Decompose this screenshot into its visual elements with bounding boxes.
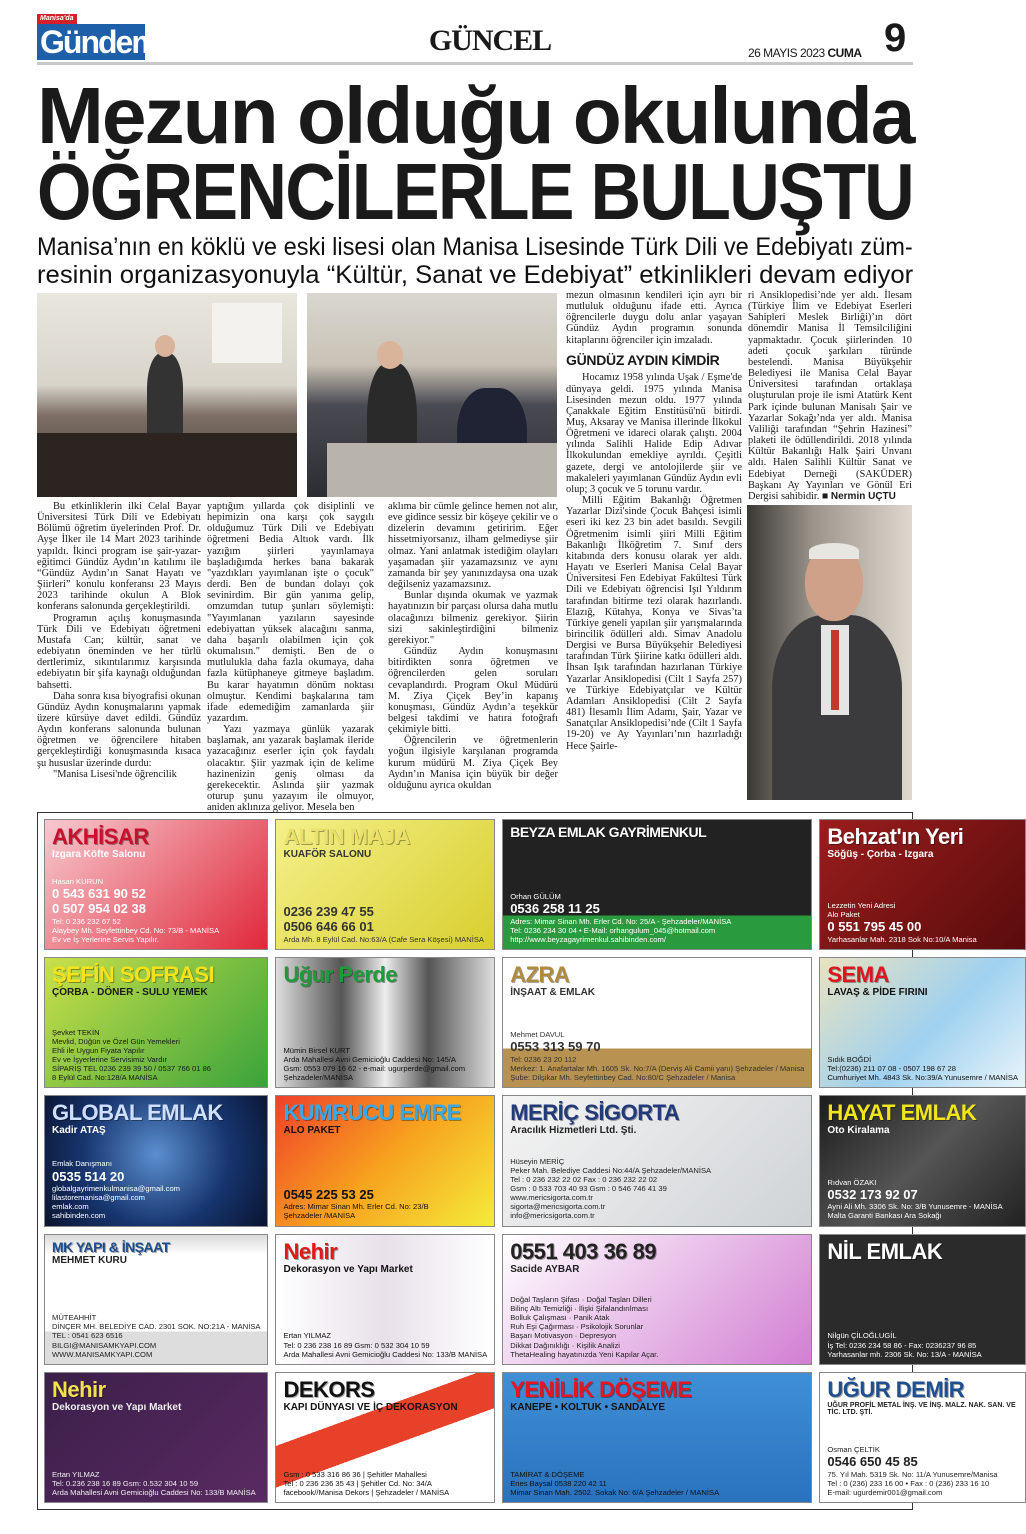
ad-title: DEKORS — [283, 1376, 375, 1402]
ad-line: 8 Eylül Cad. No:128/A MANİSA — [52, 1073, 158, 1083]
ad-title: GLOBAL EMLAK — [52, 1100, 223, 1126]
article-paragraph: Programın açılış konuşmasında Türk Dili ve Edebiyatı öğretmeni Mustafa Can; kültür, sanat ve edebiyatın öneminden ve her türlü dertlerimiz, sıkıntılarımız karşısında edebiyatın bir şifa kaynağı olduğundan bahsetti. — [37, 612, 201, 691]
advertisement-card — [44, 819, 268, 950]
advertisement-card — [502, 1234, 812, 1365]
ad-line: Sıdık BOĞDİ — [827, 1055, 872, 1065]
article-column-2 — [207, 501, 374, 814]
ad-line: Bilinç Altı Temizliği · İlişki Şifalandırılması — [510, 1304, 649, 1314]
ad-title: Nehir — [52, 1376, 106, 1402]
advertisement-card — [44, 1372, 268, 1503]
ad-line: Ehli ile Uygun Fiyata Yapılır — [52, 1045, 145, 1055]
advertisement-card — [44, 1234, 268, 1365]
ad-line: Nilgün ÇİLOĞLUGİL — [827, 1331, 897, 1341]
ad-line: Tel: 0 236 238 16 89 Gsm: 0 532 304 10 59 — [283, 1340, 430, 1350]
ad-subtitle: Dekorasyon ve Yapı Market — [283, 1263, 413, 1275]
ad-title: HAYAT EMLAK — [827, 1100, 977, 1126]
ad-title: ŞEFİN SOFRASI — [52, 962, 215, 988]
ad-subtitle: KUAFÖR SALONU — [283, 849, 372, 861]
ad-line: Arda Mahallesi Avni Gemicioğlu Caddesi No: 133/B MANİSA — [283, 1349, 488, 1359]
ad-line: MÜTEAHHİT — [52, 1313, 97, 1323]
ad-line: www.mericsigorta.com.tr — [510, 1193, 593, 1203]
ad-line: Mümin Birsel KURT — [283, 1045, 350, 1055]
ad-line: 0536 258 11 25 — [510, 901, 600, 917]
ad-line: info@mericsigorta.com.tr — [510, 1211, 595, 1221]
issue-date — [748, 46, 862, 60]
ad-line: Lezzetin Yeni Adresi — [827, 901, 896, 911]
ad-subtitle: Izgara Köfte Salonu — [52, 849, 146, 861]
ad-line: Doğal Taşların Şifası · Doğal Taşları Dilleri — [510, 1295, 652, 1305]
article-column-4-top — [566, 290, 742, 346]
ad-line: DİNÇER MH. BELEDİYE CAD. 2301 SOK. NO:21A - MANİSA — [52, 1322, 261, 1332]
ad-title: Behzat'ın Yeri — [827, 824, 964, 849]
ad-line: Hüseyin MERİÇ — [510, 1156, 565, 1166]
ad-subtitle: LAVAŞ & PİDE FIRINI — [827, 987, 928, 999]
ad-line: Arda Mahallesi Avni Gemicioğlu Caddesi No: 145/A — [283, 1055, 456, 1065]
advertisement-card — [275, 1234, 495, 1365]
ad-line: Yarhasanlar mh. 2306 Sk. No: 13/A - MANİSA — [827, 1349, 982, 1359]
ad-line: Hasan KURUN — [52, 876, 104, 886]
book-signing-photo — [307, 293, 557, 497]
article-paragraph: Öğrencilerin ve öğretmenlerin yoğun ilgisiyle karşılanan programda kurum müdürü M. Ziya Çiçek Bey Aydın’ın Manisa için büyük bir değer olduğunu ayrıca okuldan — [388, 735, 558, 791]
ad-line: Arda Mahallesi Avni Gemicioğlu Caddesi No: 133/B MANİSA — [52, 1487, 256, 1497]
article-paragraph: Hocamız 1958 yılında Uşak / Eşme'de dünyaya geldi. 1975 yılında Manisa Lisesinden mezun oldu. 1977 yılında Çanakkale Eğitim Enstitüsü'nü bitirdi. Muş, Aksaray ve Manisa illerinde İlkokul Öğretmeni ve idareci olarak çalıştı. 2004 yılında Salihli Halide Edip Adıvar İlkokulundan emekliye ayrıldı. Çeşitli gazete, dergi ve antolojilerde şiir ve makaleleri yayımlanan Gündüz Aydın evli olup; 3 çocuk ve 5 torunu vardır. — [566, 372, 742, 495]
ad-line: Gsm : 0 533 703 40 93 Gsm : 0 546 746 41 39 — [510, 1184, 667, 1194]
ad-line: Tel: 0 236 232 67 52 — [52, 916, 121, 926]
ad-title: UĞUR DEMİR — [827, 1376, 965, 1402]
ad-subtitle: Söğüş - Çorba - Izgara — [827, 849, 934, 861]
logo-title: Gündem — [37, 24, 145, 60]
ad-line: Cumhuriyet Mh. 4843 Sk. No:39/A Yunusemre / MANİSA — [827, 1073, 1019, 1083]
article-paragraph: Yazı yazmaya günlük yazarak başlamak, anı yazarak başlamak ileride yazacağınız eserler için çok faydalı olacaktır. Şiir yazmak için de kelime hazinenizin geniş olması da gerekecektir. Aslında şiir yazmak oturup şunu yazayım ile olmuyor, aniden aklınıza geliyor. Mesela ben — [207, 724, 374, 814]
ad-line: Adres: Mimar Sinan Mh. Erler Cd. No: 25/A - Şehzadeler/MANİSA — [510, 916, 732, 926]
advertisement-card — [44, 957, 268, 1088]
ad-line: sahibinden.com — [52, 1211, 106, 1221]
ad-title: ALTIN MAJA — [283, 824, 411, 849]
article-paragraph: Milli Eğitim Bakanlığı Öğretmen Yazarlar Dizi'sinde Çocuk Bahçesi isimli eseri iki kez 23 bin adet basıldı. Sevgili Öğretmenim isimli şiiri Milli Eğitim Bakanlığı İlköğretim 7. Sınıf ders kitabında ders konusu olarak yer aldı. Hayatı ve Eserleri Manisa Celal Bayar Üniversitesi Fen Edebiyat Fakültesi Türk Dili ve Edebiyatı öğrencisi Işıl Yıldırım tarafından bitirme tezi olarak hazırlandı. Elazığ, Kütahya, Konya ve Sivas’ta Türkiye geneli yapılan şiir yarışmalarında birincilik ödülleri aldı. Simav Anadolu Dergisi ve Bursa Büyükşehir Belediyesi tarafından Türk Şiirine katkı ödülleri aldı. İhsan Işık tarafından hazırlanan Türkiye Yazarlar Ansiklopedisi (Cilt 1 Sayfa 257) ve Türkiye Edebiyatçılar ve Kültür Adamları Ansiklopedisi (Cilt 2 Sayfa 481) İlesamlı İlim Adamı, Şair, Yazar ve Sanatçılar Ansiklopedisi’nde (Cilt 1 Sayfa 19-20) ve Ay Yayınları’nın hazırladığı Hece Şairle- — [566, 495, 742, 752]
advertisement-card — [502, 1372, 812, 1503]
ad-line: Tel: 0236 23 20 112 — [510, 1055, 577, 1065]
article-column-4 — [566, 290, 742, 802]
ad-line: Adres: Mimar Sinan Mh. Erler Cd. No: 23/B — [283, 1202, 429, 1212]
ad-line: BILGI@MANISAMKYAPI.COM — [52, 1340, 157, 1350]
ad-title: SEMA — [827, 962, 889, 988]
advertisement-grid — [37, 812, 1019, 1510]
ad-line: lilastoremanisa@gmail.com — [52, 1193, 145, 1203]
headline-line-2: ÖĞRENCİLERLE BULUŞTU — [37, 147, 913, 236]
article-column-5 — [748, 290, 912, 500]
ad-line: Tel: 0236 234 30 04 • E-Mail: orhangulum_045@hotmail.com — [510, 925, 716, 935]
ad-line: emlak.com — [52, 1202, 89, 1212]
ad-subtitle: ÇORBA - DÖNER - SULU YEMEK — [52, 987, 208, 999]
ad-title: Nehir — [283, 1238, 338, 1264]
ad-line: 0535 514 20 — [52, 1168, 125, 1184]
article-column-3 — [388, 501, 558, 801]
advertisement-card — [275, 957, 495, 1088]
ad-line: Şehzadeler/MANİSA — [283, 1073, 354, 1083]
ad-line: Şube: Dilşikar Mh. Seyfettinbey Cad. No:80/C Şehzadeler / Manisa — [510, 1073, 736, 1083]
ad-line: Ertan YILMAZ — [283, 1331, 332, 1341]
article-paragraph: Daha sonra kısa biyografisi okunan Gündüz Aydın konuşmalarını yapmak üzere kürsüye davet edildi. Gündüz Aydın konferans salonunda bulunan öğretmen ve öğrencilere hitaben gerçekleştirdiği konuşmasında kısaca şu hususlar üzerinde durdu: — [37, 690, 201, 769]
ad-line: Merkez: 1. Anafartalar Mh. 1605 Sk. No:7/A (Derviş Ali Camii yanı) Şehzadeler / Manisa — [510, 1064, 805, 1074]
ad-line: Ev ve İşyerlerine Servisimiz Vardır — [52, 1055, 168, 1065]
ad-subtitle: KANEPE • KOLTUK • SANDALYE — [510, 1401, 665, 1413]
ad-line: http://www.beyzagayrimenkul.sahibinden.com/ — [510, 935, 666, 945]
advertisement-card — [502, 1095, 812, 1226]
ad-line: 75. Yıl Mah. 5319 Sk. No: 11/A Yunusemre/Manisa — [827, 1469, 998, 1479]
ad-line: Mevlid, Düğün ve Özel Gün Yemekleri — [52, 1036, 180, 1046]
ad-line: Tel : 0 236 236 35 43 | Şehitler Cd. No: 34/A — [283, 1478, 432, 1488]
ad-title: MK YAPI & İNŞAAT — [52, 1238, 170, 1255]
ad-subtitle: ALO PAKET — [283, 1125, 341, 1137]
ad-line: Alaybey Mh. Seyfettinbey Cd. No: 73/B - MANİSA — [52, 925, 220, 935]
advertisement-card — [44, 1095, 268, 1226]
ad-title: AKHİSAR — [52, 824, 149, 849]
ad-line: 0 507 954 02 38 — [52, 901, 146, 917]
weekday: CUMA — [827, 46, 862, 60]
ad-title: YENİLİK DÖŞEME — [510, 1376, 692, 1402]
ad-line: Peker Mah. Belediye Caddesi No:44/A Şehzadeler/MANİSA — [510, 1165, 712, 1175]
ad-subtitle: MEHMET KURU — [52, 1255, 127, 1267]
article-paragraph: yaptığım yıllarda çok disiplinli ve hepimizin ona karşı çok saygılı olduğumuz Türk Dili ve Edebiyatı öğretmeni Bedia Altıok vardı. İlk yazığım şiirleri yayınlamaya başladığımda herkes bana bakarak "yazdıkları yayımlanan işte o çocuk" derdi. Ben de bundan dolayı çok sevinirdim. Bir gün yanıma gelip, omzumdan tutup şunları söylemişti: "Yayımlanan yazıların sayesinde edebiyattan yüksek alacağını sanma, daha başarılı olabilmen için çok okumalısın." demişti. Ben de o mutlulukla daha fazla okumaya, daha fazla kütüphaneye gitmeye başladım. Bu karar hayatımın dönüm noktası olmuştur. Kendimi başkalarına tam ifade edemediğim zamanlarda şiir yazardım. — [207, 501, 374, 724]
ad-line: facebook//Manisa Dekors | Şehzadeler / MANİSA — [283, 1487, 450, 1497]
page-number: 9 — [884, 16, 907, 60]
article-paragraph: Bunlar dışında okumak ve yazmak hayatınızın bir parçası olursa daha mutlu olacağınızı bilmeniz gerekiyor. Şiirin sizi sakinleştirdiğini bilmeniz gerekiyor." — [388, 590, 558, 646]
ad-line: sigorta@mericsigorta.com.tr — [510, 1202, 606, 1212]
ad-line: ThetaHealing hayatınızda Yeni Kapılar Açar. — [510, 1349, 659, 1359]
article-column-5-text — [748, 290, 912, 502]
ad-title: BEYZA EMLAK GAYRİMENKUL — [510, 824, 707, 840]
ad-title: 0551 403 36 89 — [510, 1238, 657, 1264]
ad-line: TEL : 0541 623 6516 — [52, 1331, 123, 1341]
article-paragraph: mezun olmasının kendileri için ayrı bir mutluluk olduğunu ifade etti. Ayrıca öğrencilerle duygu dolu anlar yaşayan Gündüz Aydın programın sonunda kitaplarını öğrenciler için imzaladı. — [566, 290, 742, 346]
biography-subheading: GÜNDÜZ AYDIN KİMDİR — [566, 351, 720, 368]
ad-line: İş Tel: 0236 234 58 86 - Fax: 0236237 96 85 — [827, 1340, 977, 1350]
ad-line: Enes Baysal 0538 220 42 11 — [510, 1478, 607, 1488]
ad-line: Tel: 0.236 238 16 89 Gsm: 0.532 304 10 59 — [52, 1478, 199, 1488]
ad-line: Gsm: 0553 079 16 62 - e-mail: ugurperde@gmail.com — [283, 1064, 466, 1074]
header-divider — [37, 62, 913, 65]
advertisement-card — [275, 819, 495, 950]
ad-subtitle: Aracılık Hizmetleri Ltd. Şti. — [510, 1125, 637, 1137]
advertisement-card — [502, 819, 812, 950]
ad-line: Dikkat Dağınıklığı · Kişilik Analizi — [510, 1340, 620, 1350]
ad-line: SİPARİŞ TEL 0236 239 39 50 / 0537 766 01 86 — [52, 1064, 212, 1074]
author-byline: Nermin UÇTU — [830, 490, 896, 502]
ad-title: Uğur Perde — [283, 962, 398, 988]
section-title: GÜNCEL — [428, 24, 552, 57]
byline-square-icon: ■ — [819, 490, 831, 502]
ad-line: Yarhasanlar Mah. 2318 Sok No:10/A Manisa — [827, 935, 977, 945]
ad-title: NİL EMLAK — [827, 1238, 943, 1264]
ad-subtitle: Oto Kiralama — [827, 1125, 890, 1137]
ad-line: Ruh Eşi Çağırması · Psikolojik Sorunlar — [510, 1322, 644, 1332]
advertisement-card — [819, 1234, 1026, 1365]
ad-line: 0 543 631 90 52 — [52, 885, 146, 901]
ad-subtitle: Sacide AYBAR — [510, 1263, 580, 1275]
ad-line: Tel:(0236) 211 07 08 - 0507 198 67 28 — [827, 1064, 957, 1074]
ad-line: 0506 646 66 01 — [283, 919, 374, 935]
article-column-4-bio — [566, 372, 742, 751]
article-paragraph: "Manisa Lisesi'nde öğrencilik — [53, 768, 177, 780]
ad-line: Osman ÇELTİK — [827, 1444, 880, 1454]
conference-photo — [37, 293, 297, 497]
ad-line: 0236 239 47 55 — [283, 903, 374, 919]
advertisement-card — [275, 1095, 495, 1226]
ad-title: AZRA — [510, 962, 570, 988]
logo-tagline: Manisa'da — [37, 14, 77, 24]
ad-subtitle: UĞUR PROFİL METAL İNŞ. VE İNŞ. MALZ. NAK. SAN. VE TİC. LTD. ŞTİ. — [827, 1401, 1016, 1416]
ad-line: Alo Paket — [827, 910, 860, 920]
ad-line: Emlak Danışmanı — [52, 1159, 112, 1169]
advertisement-card — [502, 957, 812, 1088]
ad-line: 0 551 795 45 00 — [827, 919, 922, 935]
ad-line: Arda Mh. 8 Eylül Cad. No:63/A (Cafe Sera Köşesi) MANİSA — [283, 935, 484, 945]
ad-line: 0532 173 92 07 — [827, 1186, 918, 1202]
ad-line: Gsm : 0 533 316 86 36 | Şehitler Mahallesi — [283, 1469, 427, 1479]
article-paragraph: ri Ansiklopedisi’nde yer aldı. İlesam (Türkiye İlim ve Edebiyat Eserleri Sahipleri Meslek Birliği)’ın dört dönemdir Manisa İl Temsilciliğini yapmaktadır. Çocuk şiirlerinden 10 adeti çocuk şarkıları türünde bestelendi. Manisa Büyükşehir Belediyesi ile Manisa Celal Bayar Üniversitesi tarafından ortaklaşa oluşturulan proje ile ismi Atatürk Kent Park içinde bulunan Manisalı Şair ve Yazarlar Sokağı’nda yer aldı. Manisa Valiliği tarafından “Şehrin Hazinesi” plaketi ile ödüllendirildi. 2018 yılında Kültür Bakanlığı Halk Şairi Unvanı aldı. Halen Salihli Kültür Sanat ve Edebiyat Derneği (SAKÜDER) Başkanı Ay Yayınları ve Gönül Eri Dergisi sahibidir. ■ Nermin UÇTU — [748, 290, 912, 502]
ad-line: Ertan YILMAZ — [52, 1469, 100, 1479]
ad-line: 0545 225 53 25 — [283, 1186, 374, 1202]
ad-line: Mimar Sinan Mah. 2502. Sokak No: 6/A Şehzadeler / MANİSA — [510, 1487, 720, 1497]
subheadline-line-2: resinin organizasyonuyla “Kültür, Sanat ve Edebiyat” etkinlikleri devam ediyor — [37, 261, 914, 289]
ad-line: globalgayrimenkulmanisa@gmail.com — [52, 1184, 180, 1194]
ad-line: E-mail: ugurdemir001@gmail.com — [827, 1487, 943, 1497]
ad-subtitle: Kadir ATAŞ — [52, 1125, 106, 1137]
advertisement-card — [819, 819, 1026, 950]
ad-subtitle: KAPI DÜNYASI VE İÇ DEKORASYON — [283, 1401, 458, 1413]
headline-line-1: Mezun olduğu okulunda — [37, 71, 914, 160]
article-paragraph: aklıma bir cümle gelince hemen not alır, eve gidince sessiz bir köşeye çekilir ve o dizelerin devamını getiririm. Eğer hissetmiyorsanız, ilham gelmediyse şiir olmaz. Yani anlatmak istediğim olayları yaşamadan şiir yazamazsınız ve aynı zamanda bir şey yanınızdaysa ona uzak değilseniz yazamazsınız. — [388, 501, 558, 591]
ad-line: Ev ve İş Yerlerine Servis Yapılır. — [52, 935, 159, 945]
advertisement-card — [275, 1372, 495, 1503]
ad-line: Malta Garanti Bankası Ara Sokağı — [827, 1211, 942, 1221]
ad-line: Mehmet DAVUL — [510, 1030, 565, 1040]
ad-line: Şehzadeler /MANİSA — [283, 1211, 356, 1221]
advertisement-card — [819, 1372, 1026, 1503]
ad-title: KUMRUCU EMRE — [283, 1100, 461, 1126]
ad-line: Orhan GÜLÜM — [510, 892, 561, 902]
ad-line: TAMİRAT & DÖŞEME — [510, 1469, 585, 1479]
article-paragraph: Gündüz Aydın konuşmasını bitirdikten sonra öğretmen ve öğrencilerden gelen soruları cevaplandırdı. Program Okul Müdürü M. Ziya Çiçek Bey’in kapanış konuşması, Gündüz Aydın’a teşekkür belgesi takdimi ve hatıra fotoğrafı çekimiyle bitti. — [388, 646, 558, 736]
ad-line: Rıdvan ÖZAKI — [827, 1177, 877, 1187]
ad-line: Tel : 0 (236) 233 16 00 • Fax : 0 (236) 233 16 10 — [827, 1478, 990, 1488]
portrait-photo — [747, 505, 912, 800]
ad-line: Şevket TEKİN — [52, 1027, 100, 1037]
ad-subtitle: Dekorasyon ve Yapı Market — [52, 1401, 182, 1413]
ad-line: Bolluk Çalışması · Panik Atak — [510, 1313, 610, 1323]
ad-line: Tel : 0 236 232 22 02 Fax : 0 236 232 22 02 — [510, 1175, 658, 1185]
advertisement-card — [819, 957, 1026, 1088]
ad-title: MERİÇ SİGORTA — [510, 1100, 680, 1126]
advertisement-card — [819, 1095, 1026, 1226]
ad-line: 0546 650 45 85 — [827, 1454, 918, 1470]
ad-subtitle: İNŞAAT & EMLAK — [510, 987, 596, 999]
date-text: 26 MAYIS 2023 — [748, 46, 825, 60]
ad-line: WWW.MANISAMKYAPI.COM — [52, 1349, 153, 1359]
subheadline-line-1: Manisa’nın en köklü ve eski lisesi olan Manisa Lisesinde Türk Dili ve Edebiyatı züm- — [37, 233, 913, 261]
ad-line: Ayni Ali Mh. 3306 Sk. No: 3/B Yunusemre - MANİSA — [827, 1202, 1003, 1212]
ad-line: Başarı Motivasyon · Depresyon — [510, 1331, 617, 1341]
article-column-1 — [37, 501, 201, 801]
ad-line: 0553 313 59 70 — [510, 1039, 601, 1055]
article-paragraph: Bu etkinliklerin ilki Celal Bayar Üniversitesi Türk Dili ve Edebiyatı Bölümü öğretim üyelerinden Prof. Dr. Ayşe İlker ile 14 Mart 2023 tarihinde yapıldı. İkinci program ise şair-yazar-eğitimci Gündüz Aydın’ın katılımı ile “Gündüz Aydın’ın Sanat Hayatı ve Şiirleri” konulu konferansı 23 Mayıs 2023 tarihinde okulun A Blok konferans salonunda gerçekleştirildi. — [37, 501, 201, 613]
